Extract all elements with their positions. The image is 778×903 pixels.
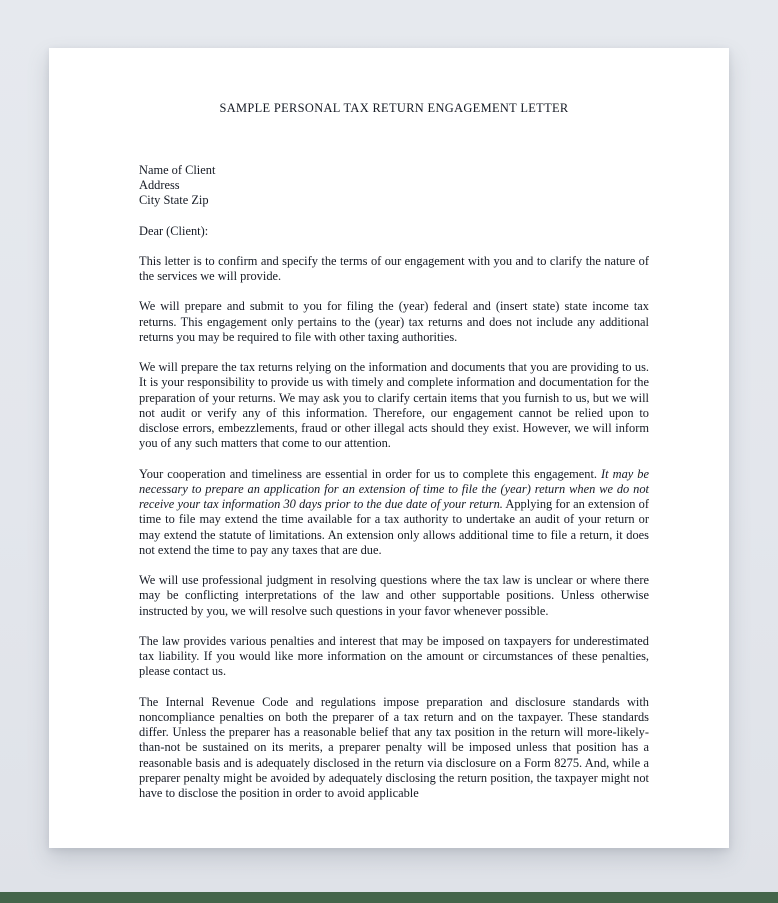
paragraph-extension-lead: Your cooperation and timeliness are essential in order for us to complete this engagement.: [139, 466, 602, 481]
addressee-city-state-zip-line: City State Zip: [139, 193, 209, 208]
addressee-name-line: Name of Client: [139, 163, 216, 177]
paragraph-professional-judgment: We will use professional judgment in resolving questions where the tax law is unclear or where there may be conflicting interpretations of the law and other supportable positions. Unless otherwise instructed by you, we will resolve such questions in your favor whenever possible.: [139, 573, 649, 618]
paragraph-engagement-terms: This letter is to confirm and specify the terms of our engagement with you and to clarify the nature of the services we will provide.: [139, 253, 649, 284]
paragraph-client-information: We will prepare the tax returns relying on the information and documents that you are providing to us. It is your responsibility to provide us with timely and complete information and documentation for the preparation of your returns. We may ask you to clarify certain items that you furnish to us, but we will not audit or verify any of this information. Therefore, our engagement cannot be relied upon to disclose errors, embezzlements, fraud or other illegal acts should they exist. However, we will inform you of any such matters that come to our attention.: [139, 360, 649, 451]
salutation-line: Dear (Client):: [139, 223, 209, 238]
addressee-address-line: Address: [139, 178, 180, 193]
document-text-column: [139, 48, 649, 814]
paragraph-extension: [139, 467, 649, 559]
paragraph-extension-emphasis: It may be necessary to prepare an application for an extension of time to file the (year) return when we do not receive your tax information 30 days prior to the due date of your return.: [139, 466, 649, 512]
addressee-block: [139, 163, 649, 209]
paragraph-extension-tail: Applying for an extension of time to file may extend the time available for a tax authority to undertake an audit of your return or may extend the statute of limitations. An extension only allows additional time to file a return, it does not extend the time to pay any taxes that are due.: [139, 497, 649, 557]
paragraph-returns-scope: We will prepare and submit to you for filing the (year) federal and (insert state) state income tax returns. This engagement only pertains to the (year) tax returns and does not include any additional returns you may be required to file with other taxing authorities.: [139, 299, 649, 344]
bottom-accent-bar: [0, 892, 778, 903]
paragraph-penalties-interest: The law provides various penalties and interest that may be imposed on taxpayers for underestimated tax liability. If you would like more information on the amount or circumstances of these penalties, please contact us.: [139, 633, 649, 679]
document-title: SAMPLE PERSONAL TAX RETURN ENGAGEMENT LETTER: [219, 101, 569, 115]
document-page: [49, 48, 729, 848]
paragraph-disclosure-standards: The Internal Revenue Code and regulations impose preparation and disclosure standards with noncompliance penalties on both the preparer of a tax return and on the taxpayer. These standards differ. Unless the preparer has a reasonable belief that any tax position in the return will more-likely-than-not be sustained on its merits, a preparer penalty will be imposed unless that position has a reasonable basis and is adequately disclosed in the return via disclosure on a Form 8275. And, while a preparer penalty might be avoided by adequately disclosing the return position, the taxpayer might not have to disclose the position in order to avoid applicable: [139, 694, 649, 801]
